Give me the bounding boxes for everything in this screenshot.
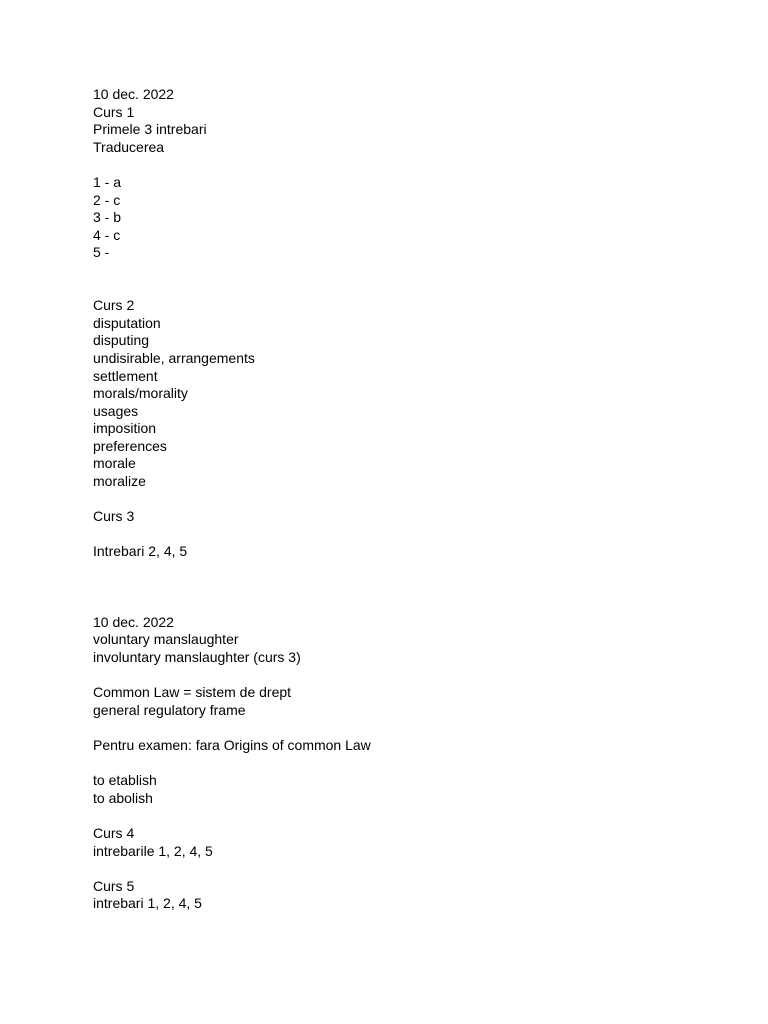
text-line: Curs 4 bbox=[93, 824, 135, 841]
text-line: intrebarile 1, 2, 4, 5 bbox=[93, 842, 213, 859]
text-line: morals/morality bbox=[93, 385, 188, 402]
text-line: morale bbox=[93, 455, 136, 472]
text-line: general regulatory frame bbox=[93, 701, 246, 718]
blank-line bbox=[93, 280, 693, 298]
blank-line bbox=[93, 491, 693, 509]
text-line: Curs 3 bbox=[93, 508, 135, 525]
blank-line bbox=[93, 755, 693, 773]
text-line: 5 - bbox=[93, 244, 110, 261]
text-line: 4 - c bbox=[93, 226, 121, 243]
text-line: 10 dec. 2022 bbox=[93, 613, 174, 630]
text-line: intrebari 1, 2, 4, 5 bbox=[93, 895, 202, 912]
blank-line bbox=[93, 667, 693, 685]
document-body bbox=[93, 86, 693, 913]
text-line: Curs 1 bbox=[93, 103, 135, 120]
blank-line bbox=[93, 807, 693, 825]
blank-line bbox=[93, 561, 693, 579]
text-line: Primele 3 intrebari bbox=[93, 121, 207, 138]
blank-line bbox=[93, 262, 693, 280]
blank-line bbox=[93, 719, 693, 737]
blank-line bbox=[93, 526, 693, 544]
text-line: Intrebari 2, 4, 5 bbox=[93, 543, 188, 560]
blank-line bbox=[93, 579, 693, 597]
blank-line bbox=[93, 860, 693, 878]
text-line: Common Law = sistem de drept bbox=[93, 684, 292, 701]
text-line: 10 dec. 2022 bbox=[93, 86, 174, 102]
text-line: disputation bbox=[93, 314, 161, 331]
text-line: involuntary manslaughter (curs 3) bbox=[93, 649, 301, 665]
text-line: to abolish bbox=[93, 789, 153, 806]
text-line: to etablish bbox=[93, 772, 157, 789]
text-line: disputing bbox=[93, 332, 150, 349]
text-line: 2 - c bbox=[93, 191, 121, 208]
blank-line bbox=[93, 596, 693, 614]
text-line: settlement bbox=[93, 367, 158, 384]
text-line: 1 - a bbox=[93, 173, 122, 190]
text-line: preferences bbox=[93, 437, 167, 454]
text-line: voluntary manslaughter bbox=[93, 631, 239, 648]
text-line: undisirable, arrangements bbox=[93, 349, 255, 366]
text-line: Traducerea bbox=[93, 138, 165, 155]
text-line: Pentru examen: fara Origins of common Law bbox=[93, 736, 371, 753]
text-line: 3 - b bbox=[93, 209, 122, 226]
text-line: imposition bbox=[93, 420, 157, 437]
text-line: usages bbox=[93, 402, 139, 419]
text-line: moralize bbox=[93, 473, 146, 490]
text-line: Curs 5 bbox=[93, 877, 135, 894]
text-line: Curs 2 bbox=[93, 297, 135, 314]
blank-line bbox=[93, 156, 693, 174]
